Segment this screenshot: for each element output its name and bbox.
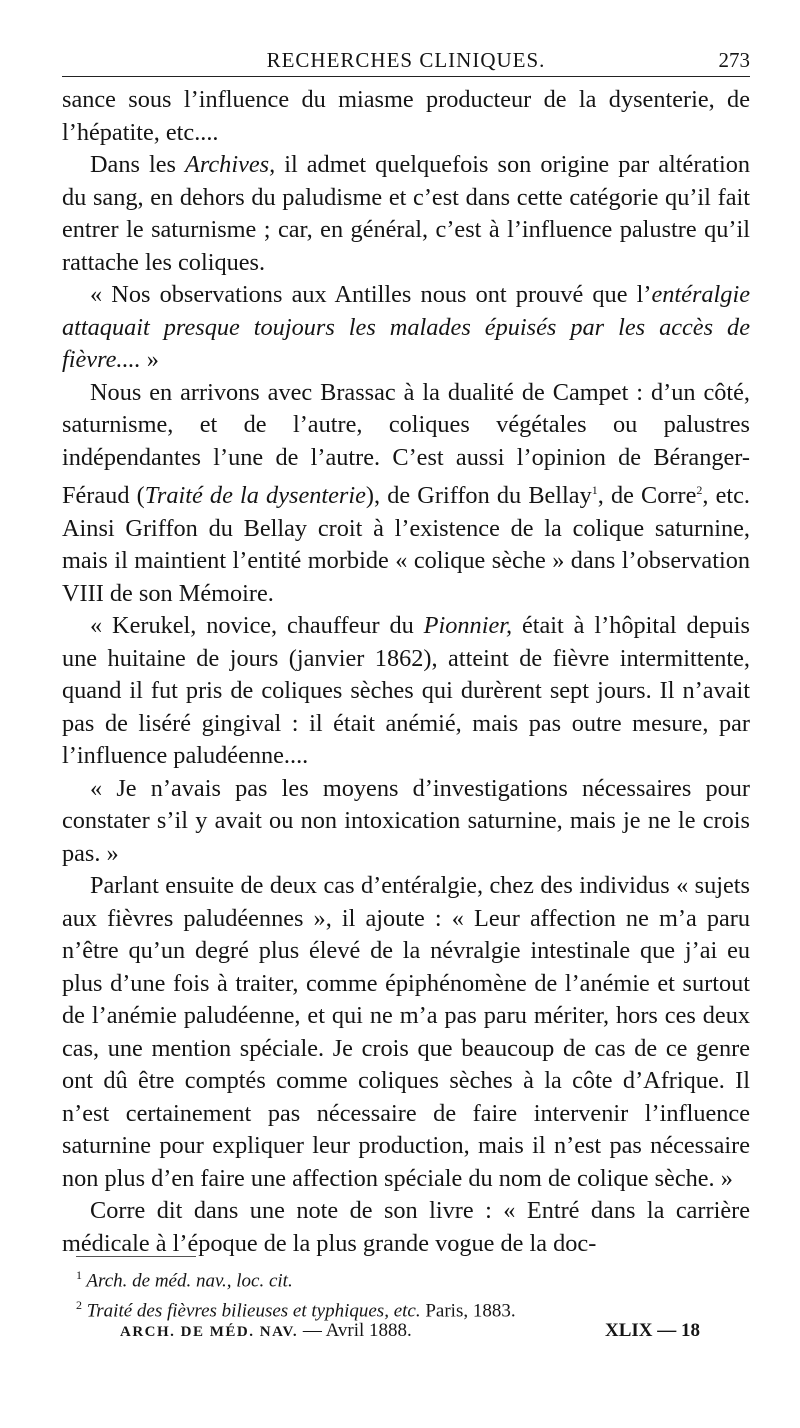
- footnote-mark: 2: [76, 1298, 82, 1313]
- footnote-text: Traité des fièvres bilieuses et typhiques, etc.: [86, 1300, 421, 1322]
- footnote-ref: 2: [696, 483, 703, 497]
- text-run: Nous en arrivons avec Brassac à la dualité de Campet : d’un côté, saturnisme, et de l’autre, coliques végétales ou palustres indépendantes l’une de l’autre. C’est aussi l’opinion de Béranger-Féraud (: [62, 378, 750, 510]
- italic-text: Archives,: [185, 151, 276, 178]
- body-text: [62, 84, 750, 1260]
- page-header: [62, 42, 750, 77]
- signature-mark: [120, 1320, 412, 1342]
- running-title: RECHERCHES CLINIQUES.: [266, 48, 546, 72]
- paragraph: [62, 773, 750, 871]
- footnote-rule: [76, 1256, 196, 1257]
- text-run: »: [140, 346, 159, 373]
- footnotes: [76, 1263, 736, 1324]
- paragraph: [62, 279, 750, 377]
- text-run: « Kerukel, novice, chauffeur du: [90, 612, 424, 640]
- paragraph: [62, 610, 750, 773]
- footnote: [76, 1263, 736, 1293]
- page-number: 273: [718, 48, 750, 72]
- italic-text: Traité de la dysenterie: [144, 482, 366, 510]
- journal-abbrev: ARCH. DE MÉD. NAV.: [120, 1324, 299, 1340]
- text-run: « Je n’avais pas les moyens d’investigations nécessaires pour constater s’il y avait ou non intoxication saturnine, mais je ne le crois pas. »: [62, 774, 750, 867]
- text-run: était à l’hôpital depuis une huitaine de jours (janvier 1862), atteint de fièvre intermittente, quand il fut pris de coliques sèches qui durèrent sept jours. Il n’avait pas de liséré gingival : il était anémié, mais pas outre mesure, par l’influence paludéenne....: [62, 612, 750, 770]
- text-run: Dans les: [90, 151, 185, 178]
- issue-date: — Avril 1888.: [302, 1320, 412, 1341]
- text-run: il admet quelquefois son origine par altération du sang, en dehors du paludisme et c’est dans cette catégorie qu’il fait entrer le saturnisme ; car, en général, c’est à l’influence palustre qu’il rattache les coliques.: [62, 151, 750, 276]
- paragraph: [62, 84, 750, 149]
- footnote-rest: Paris, 1883.: [420, 1300, 516, 1322]
- italic-text: Pionnier,: [423, 612, 513, 640]
- footnote-ref: 1: [591, 483, 598, 497]
- text-run: Parlant ensuite de deux cas d’entéralgie, chez des individus « sujets aux fièvres paludéennes », il ajoute : « Leur affection ne m’a paru n’être qu’un degré plus élevé de la névralgie intestinale que j’ai eu plus d’une fois à traiter, comme épiphénomène de l’anémie et surtout de l’anémie paludéenne, et qui ne m’a pas paru mériter, hors ces deux cas, une mention spéciale. Je crois que beaucoup de cas de ce genre ont dû être comptés comme coliques sèches à la côte d’Afrique. Il n’est certainement pas nécessaire de faire intervenir l’influence saturnine pour expliquer leur production, mais il n’est pas nécessaire non plus d’en faire une affection spéciale du nom de colique sèche. »: [62, 872, 750, 1192]
- footnote-text: Arch. de méd. nav., loc. cit.: [86, 1270, 293, 1292]
- text-run: ), de Griffon du Bellay: [365, 482, 592, 510]
- paragraph: [62, 870, 750, 1195]
- italic-text: entéralgie attaquait presque toujours les malades épuisés par les accès de fièvre....: [62, 281, 750, 373]
- text-run: , de Corre: [597, 482, 697, 510]
- text-run: « Nos observations aux Antilles nous ont prouvé que l’: [90, 281, 652, 308]
- text-run: sance sous l’influence du miasme producteur de la dysenterie, de l’hépatite, etc....: [62, 86, 750, 146]
- sheet-number: XLIX — 18: [604, 1320, 700, 1341]
- text-run: , etc. Ainsi Griffon du Bellay croit à l’existence de la colique saturnine, mais il maintient l’entité morbide « colique sèche » dans l’observation VIII de son Mémoire.: [62, 482, 750, 607]
- paragraph: [62, 149, 750, 279]
- paragraph: [62, 377, 750, 611]
- footnote-mark: 1: [76, 1268, 82, 1282]
- text-run: Corre dit dans une note de son livre : « Entré dans la carrière médicale à l’époque de la plus grande vogue de la doc-: [62, 1197, 750, 1257]
- paragraph: [62, 1195, 750, 1260]
